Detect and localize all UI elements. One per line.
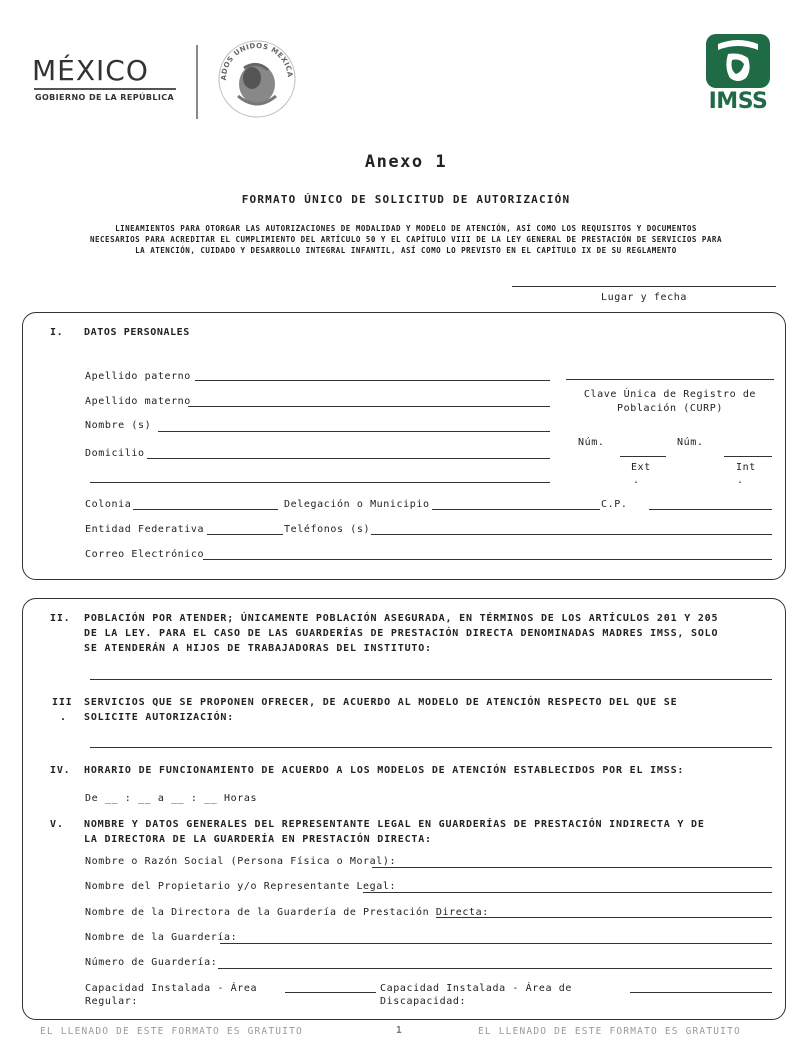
apellido-paterno-label: Apellido paterno bbox=[85, 371, 191, 382]
guidelines-line-3: LA ATENCIÓN, CUIDADO Y DESARROLLO INTEGRAL INFANTIL, ASÍ COMO LO PREVISTO EN EL CAPÍTULO IX DE SU REGLAMENTO bbox=[135, 246, 677, 255]
guidelines-line-1: LINEAMIENTOS PARA OTORGAR LAS AUTORIZACIONES DE MODALIDAD Y MODELO DE ATENCIÓN, ASÍ COMO LOS REQUISITOS Y DOCUMENTOS bbox=[115, 224, 697, 233]
section-5-text-2: LA DIRECTORA DE LA GUARDERÍA EN PRESTACIÓN DIRECTA: bbox=[84, 834, 432, 845]
guarderia-name-label: Nombre de la Guardería: bbox=[85, 932, 238, 943]
propietario-field[interactable] bbox=[363, 892, 772, 893]
imss-logo bbox=[704, 32, 772, 116]
mexico-logo bbox=[32, 56, 182, 112]
section-4-text: HORARIO DE FUNCIONAMIENTO DE ACUERDO A LOS MODELOS DE ATENCIÓN ESTABLECIDOS POR EL IMSS: bbox=[84, 765, 685, 776]
place-date-label: Lugar y fecha bbox=[600, 292, 688, 303]
mexico-logo-title: MÉXICO bbox=[32, 54, 149, 87]
services-field[interactable] bbox=[90, 747, 772, 748]
place-date-field[interactable] bbox=[512, 286, 776, 287]
apellido-materno-label: Apellido materno bbox=[85, 396, 191, 407]
num-ext-label-1: Núm. bbox=[578, 437, 605, 448]
guidelines-line-2: NECESARIOS PARA ACREDITAR EL CUMPLIMIENTO DEL ARTÍCULO 50 Y EL CAPÍTULO VIII DE LA LEY GENERAL DE PRESTACIÓN DE SERVICIOS PARA bbox=[90, 235, 722, 244]
capacity-disability-label-1: Capacidad Instalada - Área de bbox=[380, 983, 572, 994]
section-2-text-3: SE ATENDERÁN A HIJOS DE TRABAJADORAS DEL INSTITUTO: bbox=[84, 643, 432, 654]
nombre-label: Nombre (s) bbox=[85, 420, 152, 431]
section-2-number: II. bbox=[50, 613, 71, 624]
seal-text: ADOS UNIDOS MEXICA bbox=[219, 41, 295, 81]
razon-social-label: Nombre o Razón Social (Persona Física o Moral): bbox=[85, 856, 397, 867]
num-ext-field[interactable] bbox=[620, 456, 666, 457]
imss-label: IMSS bbox=[708, 89, 768, 114]
num-ext-label-2: Ext bbox=[631, 462, 651, 473]
capacity-disability-field[interactable] bbox=[630, 992, 772, 993]
section-4-number: IV. bbox=[50, 765, 71, 776]
section-3-text-2: SOLICITE AUTORIZACIÓN: bbox=[84, 712, 235, 723]
num-int-field[interactable] bbox=[724, 456, 772, 457]
capacity-regular-label-2: Regular: bbox=[85, 996, 138, 1007]
directora-label: Nombre de la Directora de la Guardería de Prestación Directa: bbox=[85, 907, 489, 918]
domicilio-field[interactable] bbox=[147, 458, 550, 459]
national-seal bbox=[216, 38, 298, 120]
curp-label-1: Clave Única de Registro de bbox=[583, 389, 757, 400]
apellido-paterno-field[interactable] bbox=[195, 380, 550, 381]
telefonos-label: Teléfonos (s) bbox=[284, 524, 371, 535]
num-ext-label-3: . bbox=[633, 475, 640, 486]
correo-label: Correo Electrónico bbox=[85, 549, 205, 560]
section-3-number-dot: . bbox=[60, 712, 67, 723]
form-title: FORMATO ÚNICO DE SOLICITUD DE AUTORIZACIÓN bbox=[241, 193, 571, 206]
section-2-text-1: POBLACIÓN POR ATENDER; ÚNICAMENTE POBLACIÓN ASEGURADA, EN TÉRMINOS DE LOS ARTÍCULOS 201 Y 205 bbox=[84, 613, 719, 624]
section-3-number: III bbox=[52, 697, 73, 708]
propietario-label: Nombre del Propietario y/o Representante Legal: bbox=[85, 881, 397, 892]
razon-social-field[interactable] bbox=[372, 867, 772, 868]
colonia-field[interactable] bbox=[133, 509, 278, 510]
cp-field[interactable] bbox=[649, 509, 772, 510]
guarderia-number-field[interactable] bbox=[218, 968, 772, 969]
personal-data-section bbox=[22, 312, 786, 580]
annex-title: Anexo 1 bbox=[364, 152, 448, 172]
curp-field[interactable] bbox=[566, 379, 774, 380]
section-5-number: V. bbox=[50, 819, 64, 830]
colonia-label: Colonia bbox=[85, 499, 132, 510]
num-int-label-3: . bbox=[737, 475, 744, 486]
eagle-seal-icon bbox=[216, 38, 298, 120]
guarderia-name-field[interactable] bbox=[220, 943, 772, 944]
section-5-text-1: NOMBRE Y DATOS GENERALES DEL REPRESENTANTE LEGAL EN GUARDERÍAS DE PRESTACIÓN INDIRECTA Y DE bbox=[84, 819, 705, 830]
delegacion-field[interactable] bbox=[432, 509, 600, 510]
section-1-number: I. bbox=[50, 327, 64, 338]
capacity-disability-label-2: Discapacidad: bbox=[380, 996, 467, 1007]
section-2-text-2: DE LA LEY. PARA EL CASO DE LAS GUARDERÍAS DE PRESTACIÓN DIRECTA DENOMINADAS MADRES IMSS, SOLO bbox=[84, 628, 719, 639]
entidad-field[interactable] bbox=[207, 534, 283, 535]
domicilio-label: Domicilio bbox=[85, 448, 145, 459]
mexico-logo-rule bbox=[34, 88, 176, 90]
guarderia-number-label: Número de Guardería: bbox=[85, 957, 218, 968]
domicilio-field-2[interactable] bbox=[90, 482, 550, 483]
section-3-text-1: SERVICIOS QUE SE PROPONEN OFRECER, DE ACUERDO AL MODELO DE ATENCIÓN RESPECTO DEL QUE SE bbox=[84, 697, 678, 708]
cp-label: C.P. bbox=[601, 499, 628, 510]
mexico-logo-subtitle: GOBIERNO DE LA REPÚBLICA bbox=[35, 93, 175, 102]
header-divider bbox=[196, 45, 198, 119]
telefonos-field[interactable] bbox=[371, 534, 772, 535]
curp-label-2: Población (CURP) bbox=[617, 403, 723, 414]
apellido-materno-field[interactable] bbox=[188, 406, 550, 407]
page-number: 1 bbox=[396, 1025, 403, 1036]
nombre-field[interactable] bbox=[158, 431, 550, 432]
footer-left-note: EL LLENADO DE ESTE FORMATO ES GRATUITO bbox=[40, 1026, 303, 1037]
section-1-title: DATOS PERSONALES bbox=[84, 327, 190, 338]
num-int-label-1: Núm. bbox=[677, 437, 704, 448]
capacity-regular-label-1: Capacidad Instalada - Área bbox=[85, 983, 258, 994]
hours-field[interactable]: De __ : __ a __ : __ Horas bbox=[85, 793, 258, 804]
entidad-label: Entidad Federativa bbox=[85, 524, 205, 535]
capacity-regular-field[interactable] bbox=[285, 992, 376, 993]
population-field[interactable] bbox=[90, 679, 772, 680]
correo-field[interactable] bbox=[203, 559, 772, 560]
footer-right-note: EL LLENADO DE ESTE FORMATO ES GRATUITO bbox=[478, 1026, 741, 1037]
num-int-label-2: Int bbox=[736, 462, 756, 473]
directora-field[interactable] bbox=[436, 917, 772, 918]
delegacion-label: Delegación o Municipio bbox=[284, 499, 430, 510]
